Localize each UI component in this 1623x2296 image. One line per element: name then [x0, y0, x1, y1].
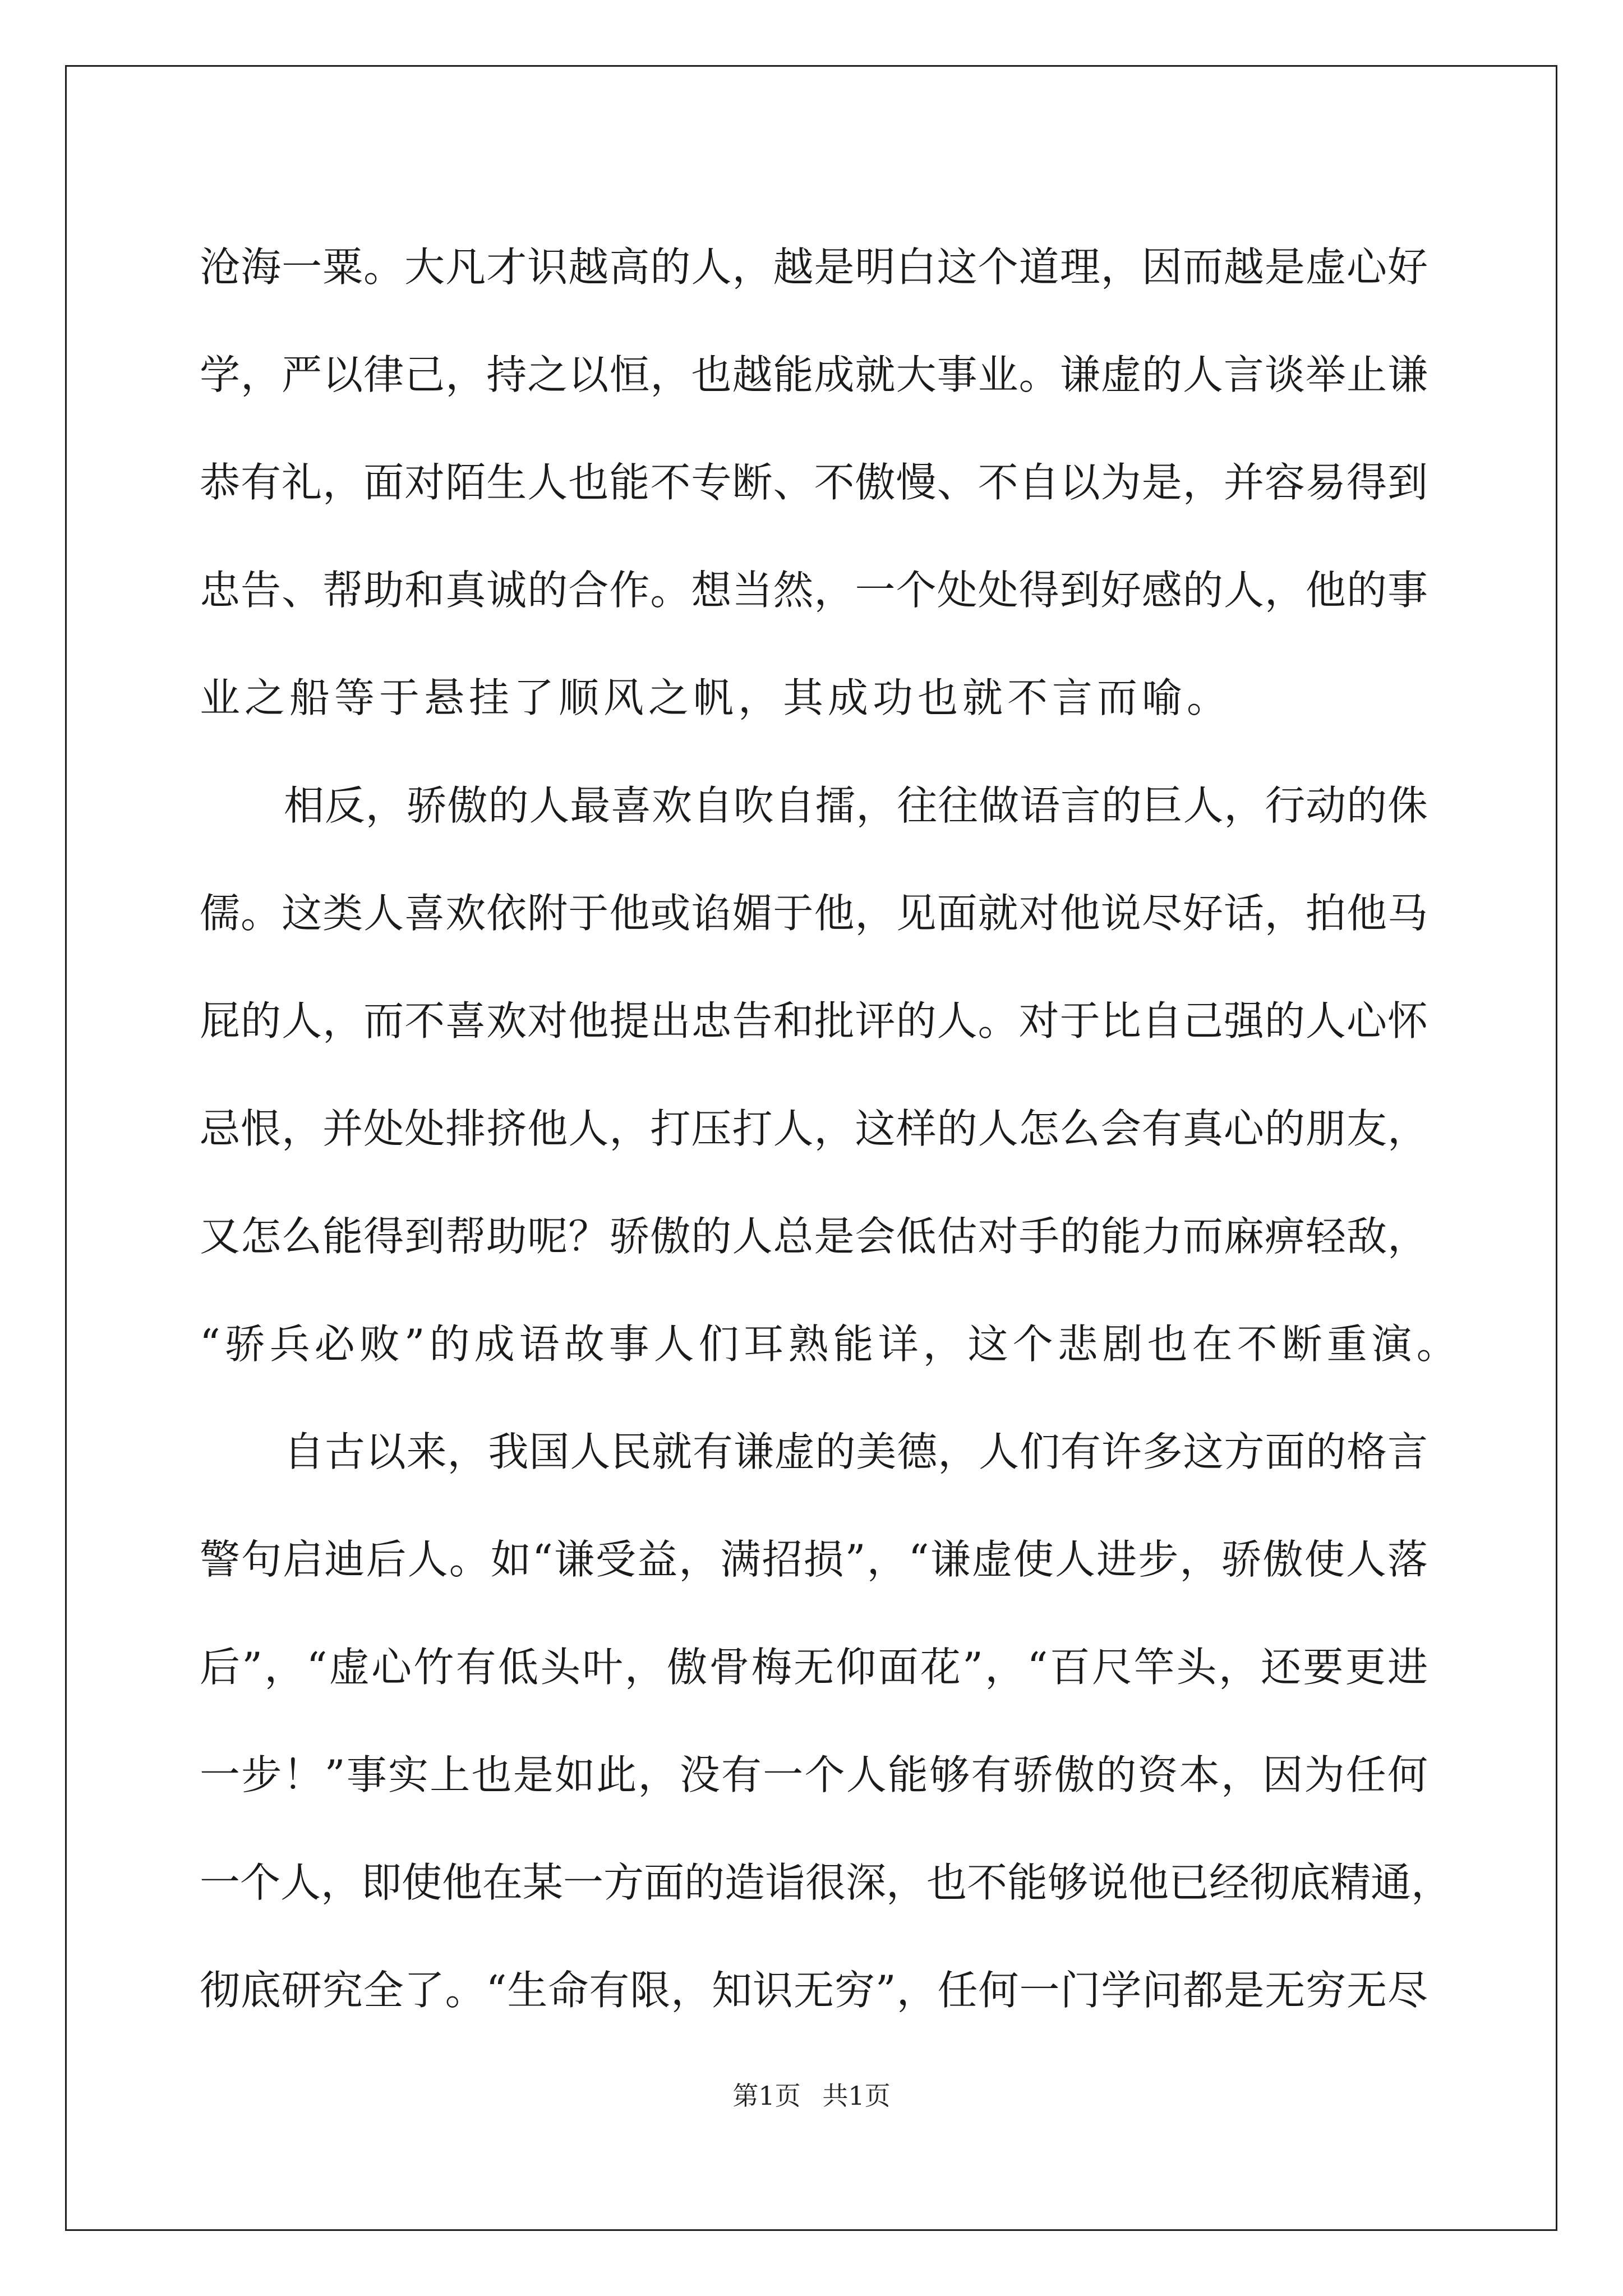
- text-line: 学，严以律己，持之以恒，也越能成就大事业。谦虚的人言谈举止谦: [200, 351, 1428, 398]
- document-body: [200, 213, 1461, 2044]
- text-line: 恭有礼，面对陌生人也能不专断、不傲慢、不自以为是，并容易得到: [200, 459, 1428, 506]
- text-line: 业之船等于悬挂了顺风之帆，其成功也就不言而喻。: [200, 674, 1232, 721]
- text-line: 一个人，即使他在某一方面的造诣很深，也不能够说他已经彻底精通，: [200, 1859, 1452, 1906]
- text-line: 沧海一粟。大凡才识越高的人，越是明白这个道理，因而越是虚心好: [200, 243, 1428, 291]
- page-number: 第1页: [732, 2081, 801, 2111]
- text-line: 后”，“虚心竹有低头叶，傲骨梅无仰面花”，“百尺竿头，还要更进: [200, 1644, 1428, 1691]
- paragraph-first-line: 自古以来，我国人民就有谦虚的美德，人们有许多这方面的格言: [284, 1428, 1428, 1475]
- text-line: 忌恨，并处处排挤他人，打压打人，这样的人怎么会有真心的朋友，: [200, 1105, 1428, 1152]
- text-line: 又怎么能得到帮助呢？骄傲的人总是会低估对手的能力而麻痹轻敌，: [200, 1213, 1428, 1260]
- page-footer: [0, 2076, 1623, 2113]
- paragraph-first-line: 相反，骄傲的人最喜欢自吹自擂，往往做语言的巨人，行动的侏: [284, 782, 1428, 829]
- text-line: 儒。这类人喜欢依附于他或谄媚于他，见面就对他说尽好话，拍他马: [200, 890, 1428, 937]
- text-line: 警句启迪后人。如“谦受益，满招损”，“谦虚使人进步，骄傲使人落: [200, 1536, 1428, 1583]
- text-line: 彻底研究全了。“生命有限，知识无穷”，任何一门学问都是无穷无尽: [200, 1967, 1428, 2014]
- page-count: 共1页: [822, 2081, 891, 2111]
- text-line: 忠告、帮助和真诚的合作。想当然，一个处处得到好感的人，他的事: [200, 567, 1428, 614]
- text-line: “骄兵必败”的成语故事人们耳熟能详，这个悲剧也在不断重演。: [200, 1320, 1461, 1368]
- text-line: 屁的人，而不喜欢对他提出忠告和批评的人。对于比自己强的人心怀: [200, 997, 1428, 1045]
- text-line: 一步！”事实上也是如此，没有一个人能够有骄傲的资本，因为任何: [200, 1751, 1428, 1798]
